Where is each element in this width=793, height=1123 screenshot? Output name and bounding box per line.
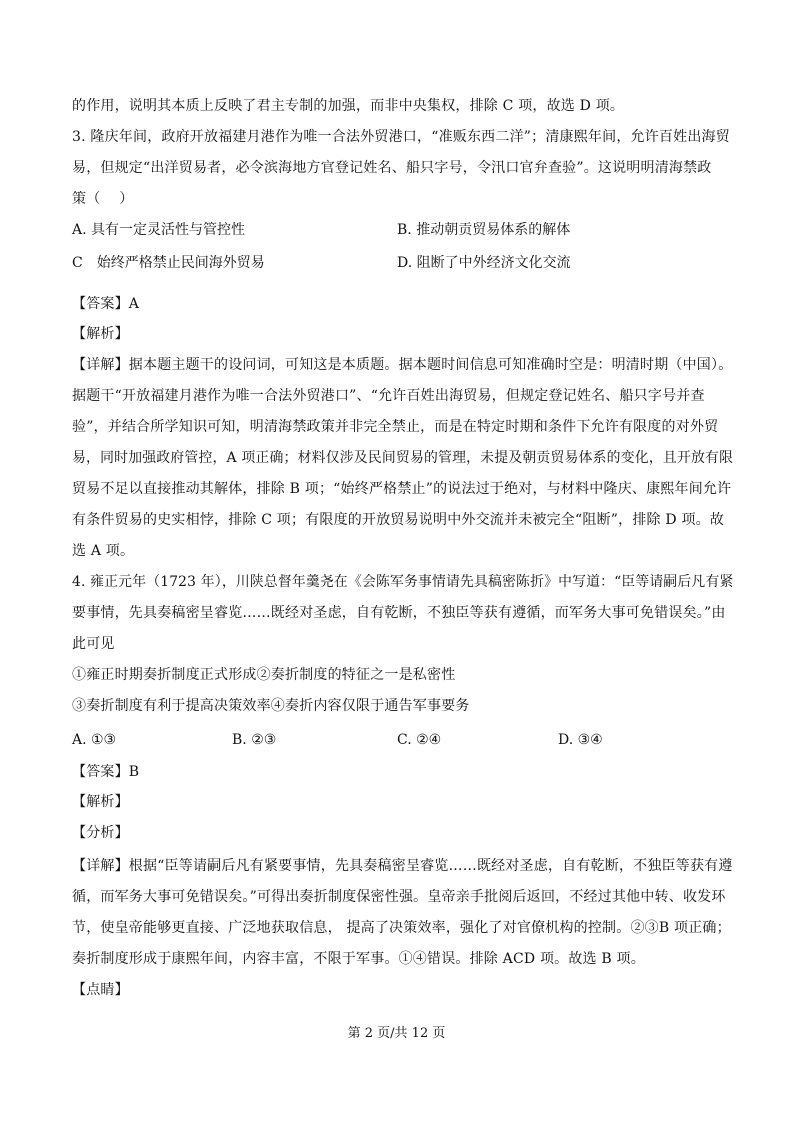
option-c: C. ②④ — [397, 732, 442, 748]
explanation-line: 循，而军务大事可免错误矣。”可得出奏折制度保密性强。皇帝亲手批阅后返回，不经过其他中转、收发环 — [72, 889, 726, 905]
option-a: A. ①③ — [72, 732, 117, 748]
explanation-line: 【详解】据本题主题干的设问词，可知这是本质题。据本题时间信息可知准确时空是：明清时期（中国）。 — [72, 357, 733, 373]
explanation-line: 节，使皇帝能够更直接、广泛地获取信息， 提高了决策效率，强化了对官僚机构的控制。②③B 项正确； — [72, 920, 731, 936]
statement-line: ③奏折制度有利于提高决策效率④奏折内容仅限于通告军事要务 — [72, 698, 470, 714]
option-b: B. ②③ — [232, 732, 277, 748]
explanation-line: 奏折制度形成于康熙年间，内容丰富，不限于军事。①④错误。排除 ACD 项。故选 B 项。 — [72, 951, 645, 967]
question-4-stem: 4. 雍正元年（1723 年），川陕总督年羹尧在《会陈军务事情请先具稿密陈折》中写道：“臣等请嗣后凡有紧 — [72, 574, 734, 590]
answer-label: 【答案】A — [72, 296, 140, 312]
text-line: 此可见 — [72, 636, 115, 652]
explanation-line: 选 A 项。 — [72, 543, 135, 559]
text-line: 策（ ） — [72, 191, 134, 207]
explanation-line: 有条件贸易的史实相悖，排除 C 项；有限度的开放贸易说明中外交流并未被完全“阻断”，排除 D 项。故 — [72, 512, 725, 528]
analysis-label: 【分析】 — [72, 825, 129, 841]
answer-label: 【答案】B — [72, 764, 140, 780]
option-d: D. ③④ — [558, 732, 603, 748]
text-line: 易，但规定“出洋贸易者，必令滨海地方官登记姓名、船只字号，令汛口官弁查验”。这说明明清海禁政 — [72, 160, 712, 176]
explanation-line: 【详解】根据“臣等请嗣后凡有紧要事情，先具奏稿密呈睿览……既经对圣虑，自有乾断，不独臣等获有遵 — [72, 858, 733, 874]
explanation-line: 易，同时加强政府管控，A 项正确；材料仅涉及民间贸易的管理，未提及朝贡贸易体系的变化，且开放有限 — [72, 450, 734, 466]
option-a: A. 具有一定灵活性与管控性 — [72, 222, 246, 238]
text-line: 要事情，先具奏稿密呈睿览……既经对圣虑，自有乾断，不独臣等获有遵循，而军务大事可免错误矣。”由 — [72, 605, 726, 621]
analysis-label: 【解析】 — [72, 794, 129, 810]
statement-line: ①雍正时期奏折制度正式形成②奏折制度的特征之一是私密性 — [72, 667, 456, 683]
page-footer: 第 2 页/共 12 页 — [347, 1026, 446, 1041]
text-line: 的作用，说明其本质上反映了君主专制的加强，而非中央集权，排除 C 项，故选 D 项。 — [72, 98, 625, 114]
comment-label: 【点睛】 — [72, 982, 129, 998]
option-c: C 始终严格禁止民间海外贸易 — [72, 255, 265, 271]
explanation-line: 贸易不足以直接推动其解体，排除 B 项；“始终严格禁止”的说法过于绝对，与材料中隆庆、康熙年间允许 — [72, 481, 732, 497]
question-3-stem: 3. 隆庆年间，政府开放福建月港作为唯一合法外贸港口，“准贩东西二洋”；清康熙年间，允许百姓出海贸 — [72, 129, 730, 145]
option-d: D. 阻断了中外经济文化交流 — [397, 255, 571, 271]
explanation-line: 验”，并结合所学知识可知，明清海禁政策并非完全禁止，而是在特定时期和条件下允许有限度的对外贸 — [72, 419, 719, 435]
analysis-label: 【解析】 — [72, 326, 129, 342]
option-b: B. 推动朝贡贸易体系的解体 — [397, 222, 571, 238]
explanation-line: 据题干“开放福建月港作为唯一合法外贸港口”、“允许百姓出海贸易，但规定登记姓名、船只字号并查 — [72, 388, 705, 404]
